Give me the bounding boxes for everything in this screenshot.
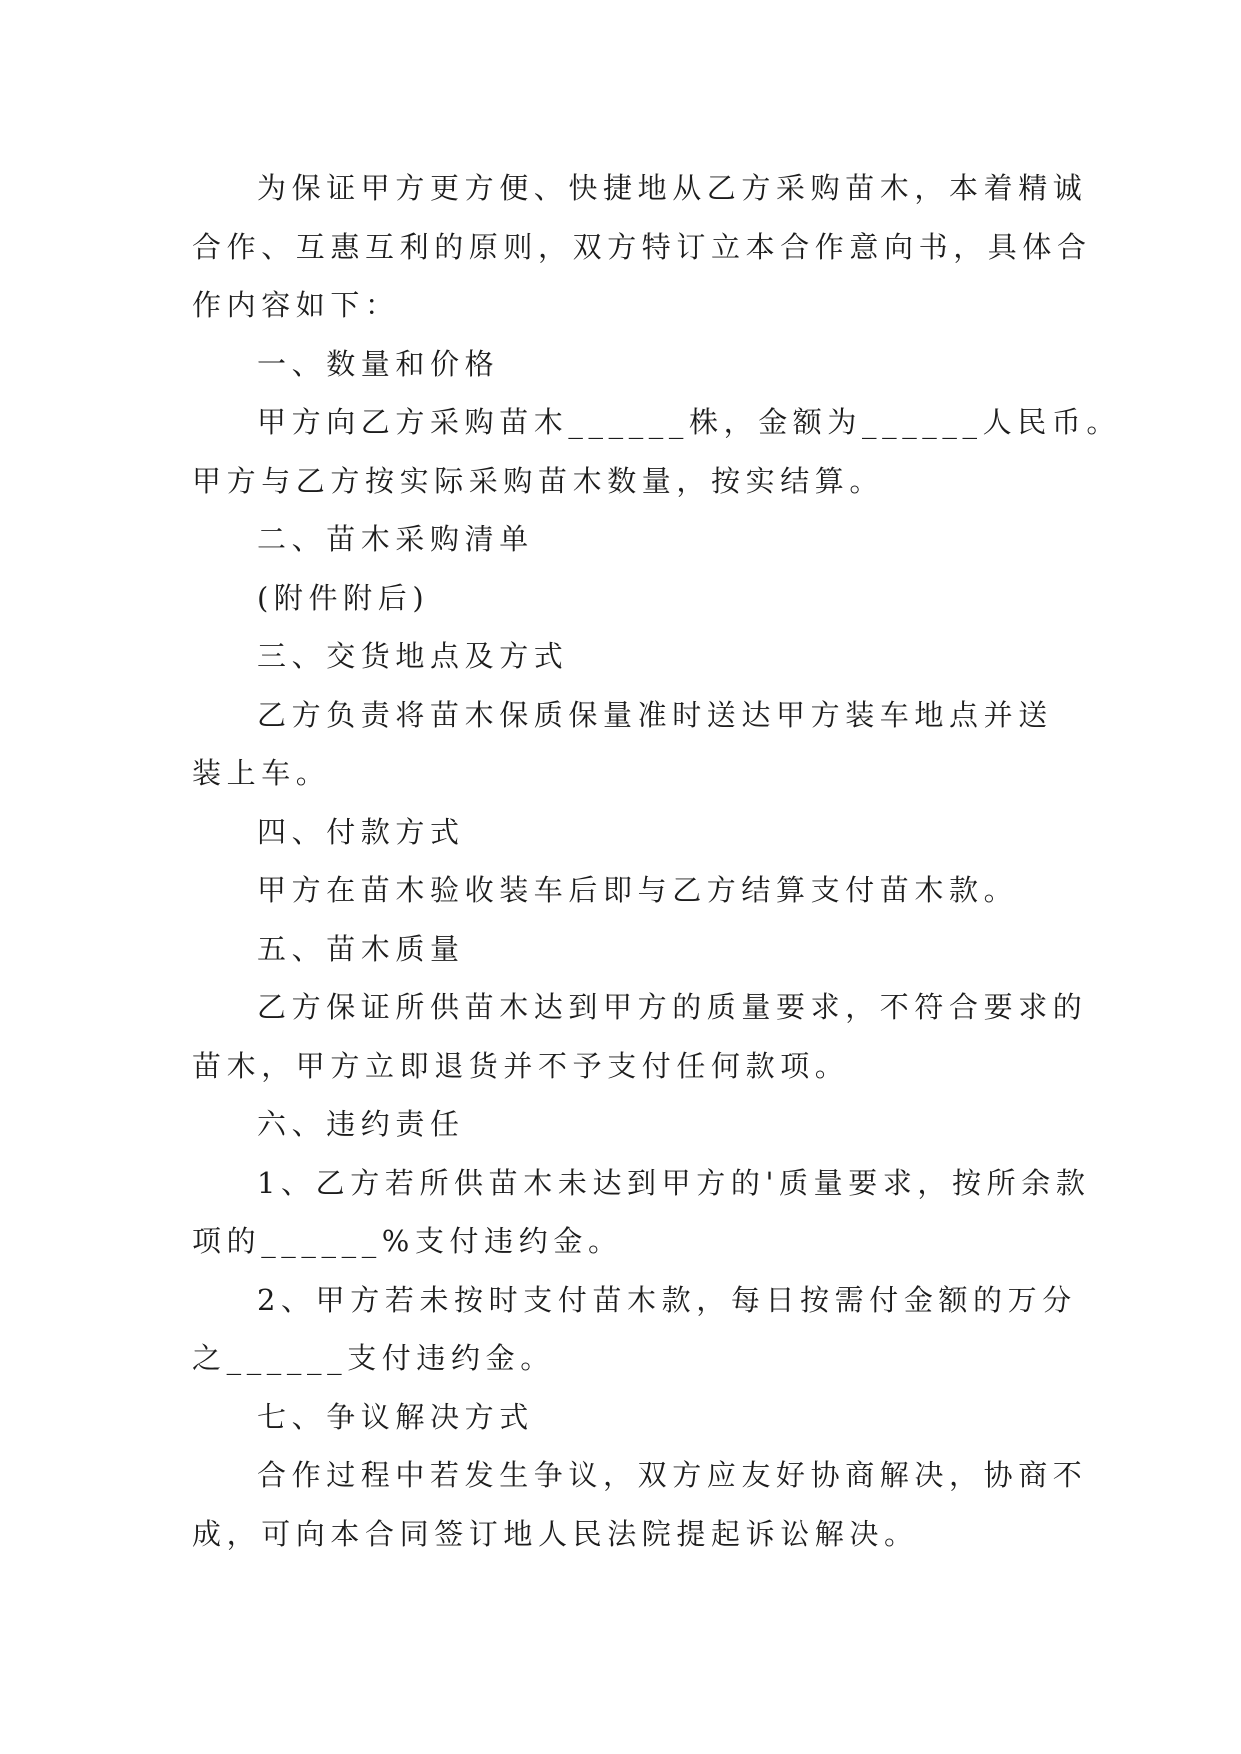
document-line: 二、苗木采购清单 <box>257 522 534 556</box>
document-line: 苗木，甲方立即退货并不予支付任何款项。 <box>192 1048 850 1083</box>
document-line: 五、苗木质量 <box>257 931 465 966</box>
document-line: 一、数量和价格 <box>257 346 500 381</box>
document-line: 合作过程中若发生争议，双方应友好协商解决，协商不 <box>257 1458 1088 1492</box>
document-line: 六、违约责任 <box>257 1107 465 1141</box>
document-line: 三、交货地点及方式 <box>257 639 569 673</box>
document-line: (附件附后) <box>257 580 430 615</box>
document-line: 作内容如下： <box>192 288 400 322</box>
document-line: 七、争议解决方式 <box>257 1399 534 1434</box>
document-line: 甲方与乙方按实际采购苗木数量，按实结算。 <box>192 463 885 498</box>
document-line: 四、付款方式 <box>257 814 465 849</box>
document-body <box>192 159 1122 1563</box>
document-line: 装上车。 <box>192 756 331 790</box>
document-line: 1、乙方若所供苗木未达到甲方的'质量要求，按所余款 <box>257 1165 1091 1200</box>
document-line: 2、甲方若未按时支付苗木款，每日按需付金额的万分 <box>257 1282 1077 1317</box>
document-line: 成，可向本合同签订地人民法院提起诉讼解决。 <box>192 1516 919 1551</box>
document-line: 甲方在苗木验收装车后即与乙方结算支付苗木款。 <box>257 873 1019 907</box>
document-line: 合作、互惠互利的原则，双方特订立本合作意向书，具体合 <box>192 229 1092 264</box>
document-line: 乙方负责将苗木保质保量准时送达甲方装车地点并送 <box>257 697 1053 732</box>
document-line: 之______支付违约金。 <box>192 1341 555 1375</box>
document-line: 为保证甲方更方便、快捷地从乙方采购苗木，本着精诚 <box>257 171 1088 205</box>
document-line: 甲方向乙方采购苗木______株，金额为______人民币。 <box>257 405 1122 439</box>
document-line: 乙方保证所供苗木达到甲方的质量要求，不符合要求的 <box>257 990 1088 1024</box>
document-line: 项的______%支付违约金。 <box>192 1224 623 1258</box>
